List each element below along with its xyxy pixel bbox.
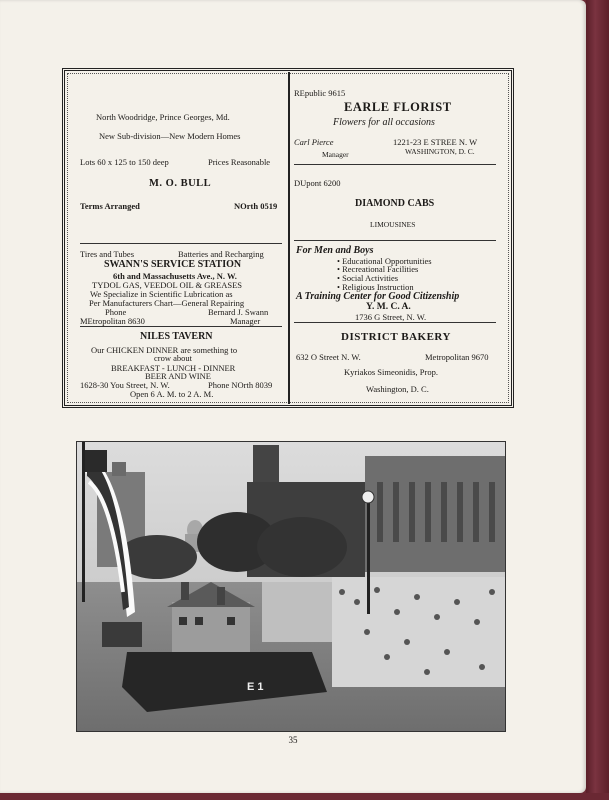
niles-name: NILES TAVERN — [140, 331, 213, 342]
swann-spec2: Per Manufacturers Chart—General Repairing — [89, 298, 245, 308]
niles-line3: BREAKFAST - LUNCH - DINNER — [111, 363, 236, 373]
ymca-name: Y. M. C. A. — [366, 302, 411, 312]
list-item: • Educational Opportunities — [337, 256, 432, 266]
bakery-name: DISTRICT BAKERY — [341, 331, 451, 343]
divider-left-1 — [80, 243, 282, 244]
bakery-phone: Metropolitan 9670 — [425, 352, 489, 362]
ymca-heading: For Men and Boys — [296, 245, 374, 256]
earle-address: 1221-23 E STREE N. W — [393, 137, 478, 147]
earle-manager-role: Manager — [322, 150, 349, 159]
bakery-owner: Kyriakos Simeonidis, Prop. — [344, 367, 438, 377]
parade-scene — [77, 442, 505, 731]
divider-right-3 — [294, 322, 496, 323]
float-label: E 1 — [247, 681, 264, 693]
niles-line2: crow about — [154, 353, 193, 363]
list-item: • Social Activities — [337, 273, 399, 283]
swann-owner: Bernard J. Swann — [208, 307, 269, 317]
bakery-address: 632 O Street N. W. — [296, 352, 361, 362]
woodridge-line1: North Woodridge, Prince Georges, Md. — [96, 112, 230, 122]
swann-spec1: We Specialize in Scientific Lubrication as — [90, 289, 233, 299]
earle-name: EARLE FLORIST — [344, 100, 452, 114]
mo-bull-name: M. O. BULL — [149, 178, 212, 189]
ymca-address: 1736 G Street, N. W. — [355, 312, 427, 322]
niles-address: 1628-30 You Street, N. W. — [80, 380, 170, 390]
earle-city: WASHINGTON, D. C. — [405, 147, 475, 156]
earle-tagline: Flowers for all occasions — [333, 117, 435, 128]
swann-products: TYDOL GAS, VEEDOL OIL & GREASES — [92, 280, 243, 290]
swann-name: SWANN'S SERVICE STATION — [104, 259, 242, 270]
woodridge-line2: New Sub-division—New Modern Homes — [99, 131, 241, 141]
list-item: • Religious Instruction — [337, 282, 414, 292]
niles-line4: BEER AND WINE — [145, 371, 211, 381]
earle-phone: REpublic 9615 — [294, 88, 346, 98]
niles-phone: Phone NOrth 8039 — [208, 380, 273, 390]
parade-photograph — [76, 441, 506, 732]
swann-address: 6th and Massachusetts Ave., N. W. — [113, 271, 237, 281]
niles-line1: Our CHICKEN DINNER are something to — [91, 345, 238, 355]
earle-manager-name: Carl Pierce — [294, 137, 334, 147]
divider-right-2 — [294, 240, 496, 241]
mo-bull-terms: Terms Arranged — [80, 201, 140, 211]
ymca-slogan: A Training Center for Good Citizenship — [296, 291, 460, 302]
diamond-name: DIAMOND CABS — [355, 198, 435, 209]
book-cover-edge — [586, 0, 609, 800]
swann-tires: Tires and Tubes — [80, 249, 135, 259]
divider-left-2 — [80, 326, 282, 327]
mo-bull-phone: NOrth 0519 — [234, 201, 278, 211]
page-number: 35 — [288, 735, 298, 745]
swann-phone: MEtropolitan 8630 — [80, 316, 145, 326]
swann-role: Manager — [230, 316, 261, 326]
column-divider — [288, 72, 290, 404]
divider-right-1 — [294, 164, 496, 165]
list-item: • Recreational Facilities — [337, 264, 419, 274]
diamond-phone: DUpont 6200 — [294, 178, 341, 188]
diamond-sub: LIMOUSINES — [370, 220, 416, 229]
swann-batteries: Batteries and Recharging — [178, 249, 264, 259]
woodridge-lots: Lots 60 x 125 to 150 deep — [80, 157, 169, 167]
niles-hours: Open 6 A. M. to 2 A. M. — [130, 389, 214, 399]
book-bottom-edge — [0, 793, 609, 800]
bakery-city: Washington, D. C. — [366, 384, 429, 394]
swann-phone-label: Phone — [105, 307, 127, 317]
woodridge-prices: Prices Reasonable — [208, 157, 271, 167]
